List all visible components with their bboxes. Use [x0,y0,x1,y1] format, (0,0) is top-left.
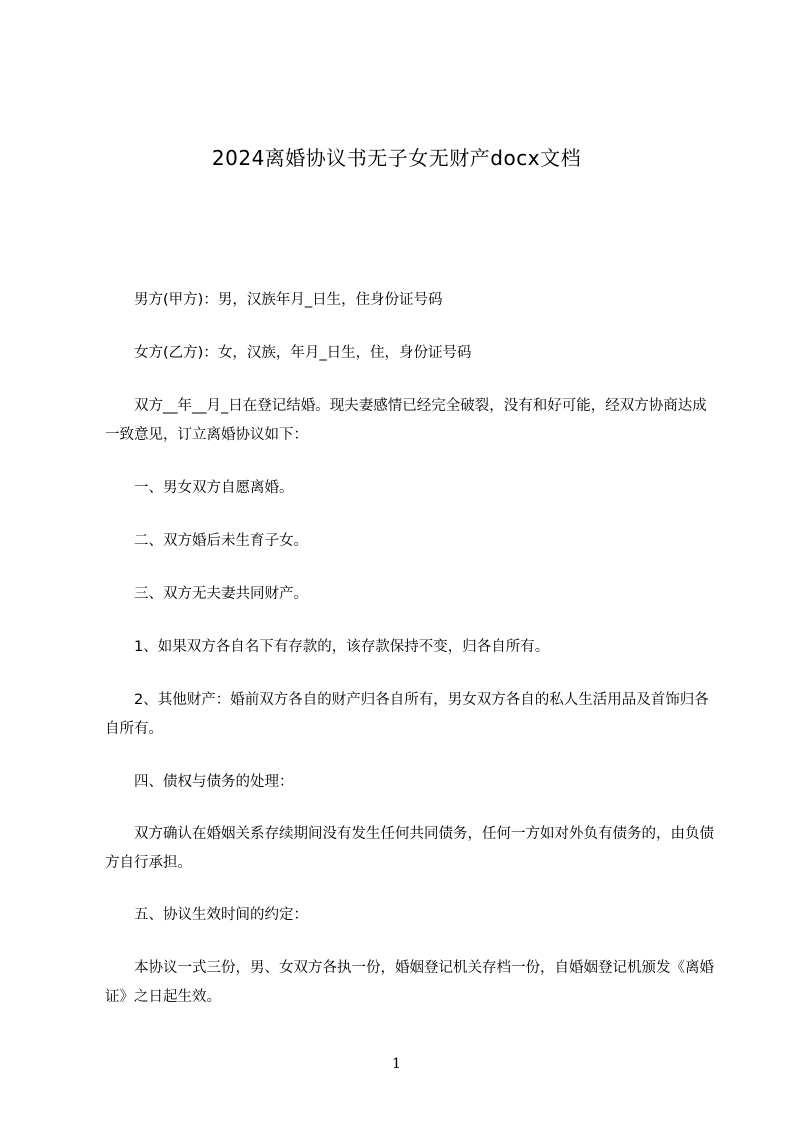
page-number: 1 [392,1056,401,1072]
paragraph-effective: 本协议一式三份，男、女双方各执一份，婚姻登记机关存档一份，自婚姻登记机颁发《离婚证》之日起生效。 [105,960,714,1005]
paragraph-debt: 双方确认在婚姻关系存续期间没有发生任何共同债务，任何一方如对外负有债务的，由负债方自行承担。 [105,826,714,871]
paragraph-clause-3-2: 2、其他财产：婚前双方各自的财产归各自所有，男女双方各自的私人生活用品及首饰归各自所有。 [105,692,709,737]
paragraph-clause-2: 二、双方婚后未生育子女。 [105,533,308,549]
paragraph-clause-3-1: 1、如果双方各自名下有存款的，该存款保持不变，归各自所有。 [105,639,550,655]
paragraph-clause-5: 五、协议生效时间的约定： [105,907,308,923]
paragraph-party-a: 男方(甲方)：男，汉族年月_日生，住身份证号码 [105,292,443,308]
paragraph-clause-1: 一、男女双方自愿离婚。 [105,480,294,496]
paragraph-intro: 双方__年__月_日在登记结婚。现夫妻感情已经完全破裂，没有和好可能，经双方协商达成一致意见，订立离婚协议如下： [105,398,707,443]
paragraph-clause-4: 四、债权与债务的处理： [105,774,294,790]
paragraph-party-b: 女方(乙方)：女，汉族，年月_日生，住，身份证号码 [105,345,472,361]
document-title: 2024离婚协议书无子女无财产docx文档 [211,146,582,170]
paragraph-clause-3: 三、双方无夫妻共同财产。 [105,586,308,602]
